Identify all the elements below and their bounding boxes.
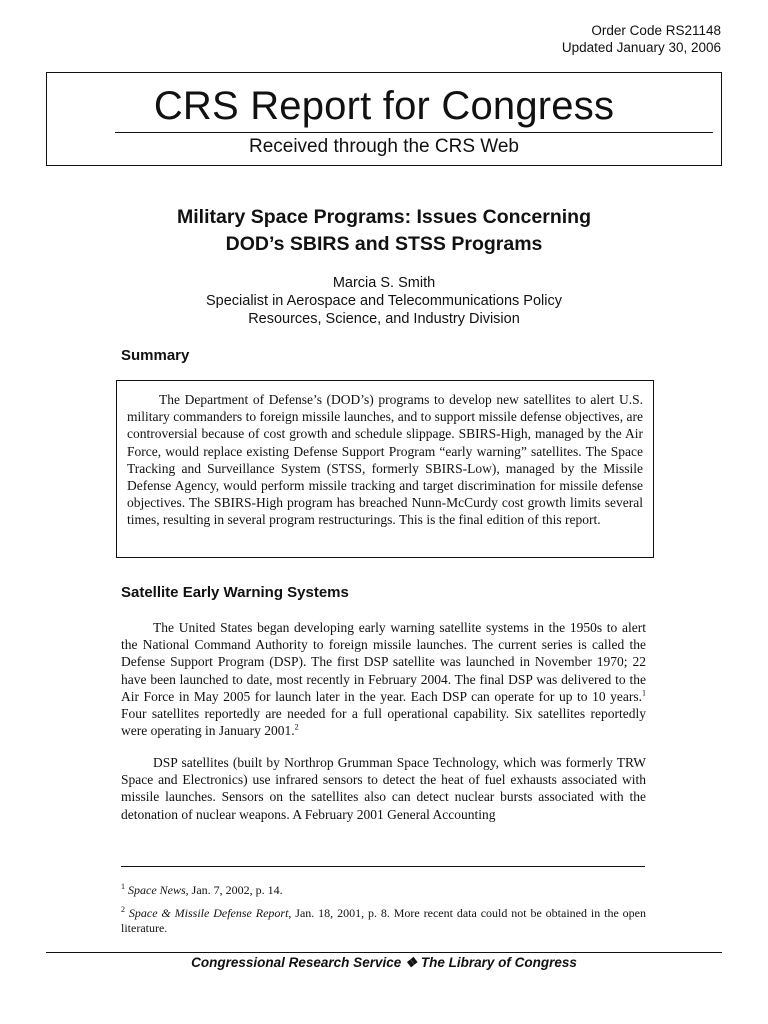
body-paragraph-1-text: The United States began developing early warning satellite systems in the 1950s to alert the National Command Authority to foreign missile launches. The current series is called the Defense Support Program (DSP). The first DSP satellite was launched in November 1970; 22 have been launched to date, most recently in February 2004. The final DSP was delivered to the Air Force in May 2005 for launch later in the year. Each DSP can operate for up to 10 years. <box>121 620 646 704</box>
footnote-ref-2[interactable]: 2 <box>294 722 299 732</box>
banner-divider <box>115 132 713 133</box>
footnote-ref-1[interactable]: 1 <box>642 688 646 698</box>
report-title <box>60 204 708 258</box>
author-position: Specialist in Aerospace and Telecommunications Policy <box>206 293 562 309</box>
body-paragraph-1 <box>121 619 646 739</box>
footnote-1-source: Space News <box>128 883 186 897</box>
footnote-2-number: 2 <box>121 905 125 914</box>
order-code: Order Code RS21148 <box>591 23 721 38</box>
updated-date: Updated January 30, 2006 <box>561 40 721 55</box>
footnote-2-source: Space & Missile Defense Report <box>128 906 289 920</box>
footnote-2-text: , Jan. 18, 2001, p. 8. More recent data could not be obtained in the open literature. <box>121 906 646 935</box>
order-code-block <box>562 22 721 56</box>
author-block <box>60 274 708 328</box>
body-paragraph-2 <box>121 754 646 823</box>
summary-text: The Department of Defense’s (DOD’s) programs to develop new satellites to alert U.S. military commanders to foreign missile launches, and to support missile defense objectives, are controversial because of cost growth and schedule slippage. SBIRS-High, managed by the Air Force, would replace existing Defense Support Program “early warning” satellites. The Space Tracking and Surveillance System (STSS, formerly SBIRS-Low), managed by the Missile Defense Agency, would perform missile tracking and target discrimination for missile defense objectives. The SBIRS-High program has breached Nunn-McCurdy cost growth limits several times, resulting in several program restructurings. This is the final edition of this report. <box>127 392 643 528</box>
footnote-1-text: , Jan. 7, 2002, p. 14. <box>185 883 283 897</box>
footer-divider <box>46 952 722 953</box>
body-paragraph-1-text-cont: Four satellites reportedly are needed for a full operational capability. Six satellites reportedly were operating in January 2001. <box>121 706 646 739</box>
summary-heading: Summary <box>121 347 190 364</box>
banner-title: CRS Report for Congress <box>153 84 615 128</box>
report-title-line2: DOD’s SBIRS and STSS Programs <box>225 233 543 255</box>
crs-banner <box>46 72 722 166</box>
report-title-line1: Military Space Programs: Issues Concerning <box>177 206 591 228</box>
footnote-1 <box>121 883 646 898</box>
author-division: Resources, Science, and Industry Division <box>248 311 520 327</box>
banner-subtitle: Received through the CRS Web <box>248 136 520 157</box>
summary-box <box>116 380 654 558</box>
footnote-1-number: 1 <box>121 882 125 891</box>
footnote-divider <box>121 866 645 867</box>
footnote-2 <box>121 906 646 936</box>
page-footer: Congressional Research Service ❖ The Library of Congress <box>191 955 577 970</box>
body-paragraph-2-text: DSP satellites (built by Northrop Grumman Space Technology, which was formerly TRW Space and Electronics) use infrared sensors to detect the heat of fuel exhausts associated with missile launches. Sensors on the satellites also can detect nuclear bursts associated with the detonation of nuclear weapons. A February 2001 General Accounting <box>121 755 646 822</box>
section-heading: Satellite Early Warning Systems <box>121 584 349 601</box>
author-name: Marcia S. Smith <box>332 275 436 291</box>
